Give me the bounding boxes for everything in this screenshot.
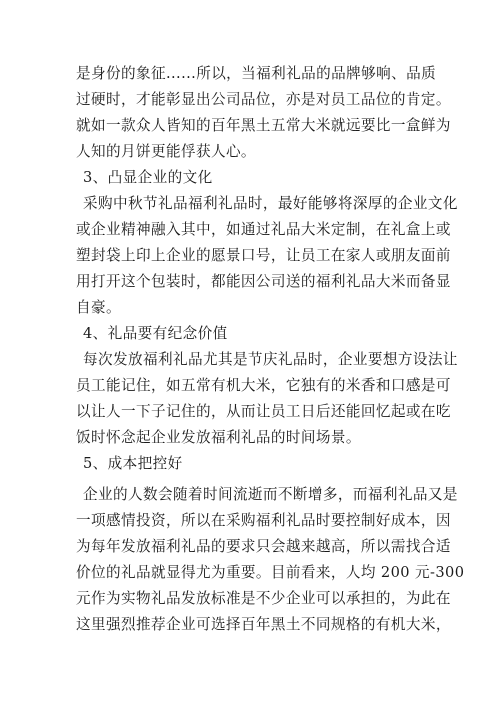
- paragraph-4-line-1: 企业的人数会随着时间流逝而不断增多，而福利礼品又是: [83, 486, 458, 503]
- paragraph-1-line-3: 就如一款众人皆知的百年黑土五常大米就远要比一盒鲜为: [76, 117, 451, 134]
- paragraph-4-line-6: 这里强烈推荐企业可选择百年黑土不同规格的有机大米，: [76, 616, 451, 633]
- section-heading-3: 3、凸显企业的文化: [83, 169, 213, 186]
- paragraph-2-line-2: 或企业精神融入其中，如通过礼品大米定制，在礼盒上或: [76, 221, 451, 238]
- paragraph-3-line-3: 以让人一下子记住的，从而让员工日后还能回忆起或在吃: [76, 403, 451, 420]
- paragraph-4-line-4: 价位的礼品就显得尤为重要。目前看来，人均 200 元-300: [76, 564, 465, 581]
- paragraph-1-line-2: 过硬时，才能彰显出公司品位，亦是对员工品位的肯定。: [76, 91, 451, 108]
- paragraph-2-line-3: 塑封袋上印上企业的愿景口号，让员工在家人或朋友面前: [76, 247, 451, 264]
- section-heading-5: 5、成本把控好: [83, 455, 183, 472]
- section-heading-4: 4、礼品要有纪念价值: [83, 325, 228, 342]
- paragraph-1-line-4: 人知的月饼更能俘获人心。: [76, 143, 256, 160]
- paragraph-2-line-4: 用打开这个包装时，都能因公司送的福利礼品大米而备显: [76, 273, 451, 290]
- paragraph-1-line-1: 是身份的象征......所以，当福利礼品的品牌够响、品质: [76, 65, 437, 82]
- paragraph-3-line-4: 饭时怀念起企业发放福利礼品的时间场景。: [76, 429, 361, 446]
- paragraph-3-line-2: 员工能记住，如五常有机大米，它独有的米香和口感是可: [76, 377, 451, 394]
- paragraph-4-line-5: 元作为实物礼品发放标准是不少企业可以承担的，为此在: [76, 590, 451, 607]
- paragraph-4-line-2: 一项感情投资，所以在采购福利礼品时要控制好成本，因: [76, 512, 451, 529]
- paragraph-2-line-5: 自豪。: [76, 299, 121, 316]
- paragraph-3-line-1: 每次发放福利礼品尤其是节庆礼品时，企业要想方设法让: [83, 351, 458, 368]
- paragraph-2-line-1: 采购中秋节礼品福利礼品时，最好能够将深厚的企业文化: [83, 195, 458, 212]
- paragraph-4-line-3: 为每年发放福利礼品的要求只会越来越高，所以需找合适: [76, 538, 451, 555]
